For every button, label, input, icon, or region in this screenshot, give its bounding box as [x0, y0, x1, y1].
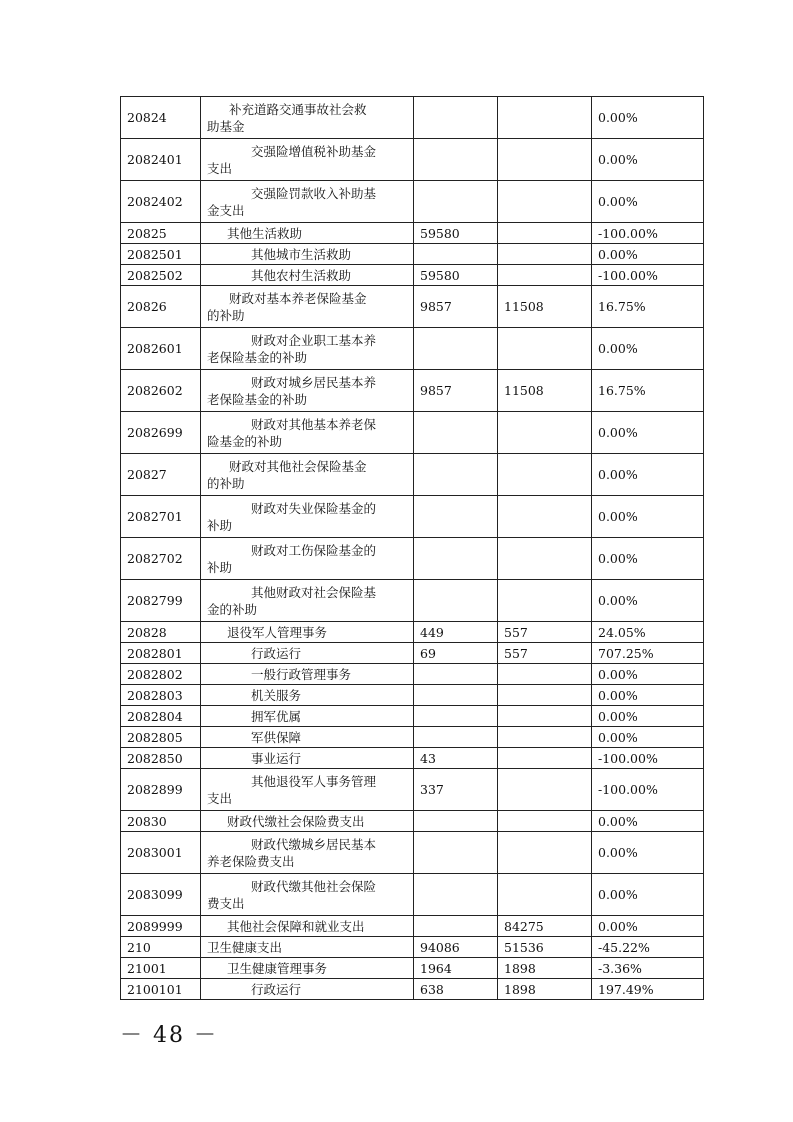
cell-amount-v2 [498, 706, 592, 727]
cell-amount-v1: 9857 [414, 370, 498, 412]
cell-amount-v1 [414, 685, 498, 706]
cell-code: 2100101 [121, 979, 201, 1000]
table-row [121, 811, 704, 832]
cell-name-line: 金支出 [207, 202, 245, 218]
cell-name-line: 补助 [207, 517, 233, 533]
cell-name-line: 财政对城乡居民基本养 [251, 374, 377, 390]
table-row [121, 454, 704, 496]
cell-amount-v2 [498, 265, 592, 286]
table-row [121, 937, 704, 958]
cell-name [201, 454, 414, 496]
cell-percent-change: -3.36% [592, 958, 704, 979]
cell-amount-v1 [414, 538, 498, 580]
cell-name [201, 97, 414, 139]
cell-percent-change: 0.00% [592, 685, 704, 706]
cell-name: 机关服务 [201, 685, 414, 706]
budget-table-body [121, 97, 704, 1000]
cell-name [201, 496, 414, 538]
cell-code: 20830 [121, 811, 201, 832]
cell-percent-change: 16.75% [592, 286, 704, 328]
cell-code: 2082601 [121, 328, 201, 370]
cell-name-line: 财政对失业保险基金的 [251, 500, 377, 516]
cell-name: 行政运行 [201, 979, 414, 1000]
cell-amount-v1 [414, 832, 498, 874]
table-row [121, 727, 704, 748]
cell-amount-v2: 1898 [498, 979, 592, 1000]
cell-percent-change: -100.00% [592, 223, 704, 244]
cell-amount-v1: 59580 [414, 265, 498, 286]
cell-name-line: 交强险罚款收入补助基 [251, 185, 377, 201]
table-row [121, 244, 704, 265]
cell-percent-change: 0.00% [592, 244, 704, 265]
cell-amount-v2: 51536 [498, 937, 592, 958]
cell-amount-v1: 69 [414, 643, 498, 664]
cell-amount-v2 [498, 454, 592, 496]
cell-amount-v1 [414, 244, 498, 265]
cell-code: 2082701 [121, 496, 201, 538]
cell-amount-v2 [498, 811, 592, 832]
cell-name: 拥军优属 [201, 706, 414, 727]
cell-code: 2082501 [121, 244, 201, 265]
cell-amount-v1: 94086 [414, 937, 498, 958]
cell-name: 一般行政管理事务 [201, 664, 414, 685]
cell-name: 其他农村生活救助 [201, 265, 414, 286]
cell-name: 行政运行 [201, 643, 414, 664]
cell-name: 财政代缴社会保险费支出 [201, 811, 414, 832]
cell-amount-v1: 9857 [414, 286, 498, 328]
cell-name [201, 370, 414, 412]
budget-table [120, 96, 704, 1000]
cell-name-line: 老保险基金的补助 [207, 349, 308, 365]
cell-name [201, 874, 414, 916]
cell-amount-v1 [414, 139, 498, 181]
cell-name-line: 财政代缴城乡居民基本 [251, 836, 377, 852]
cell-name [201, 181, 414, 223]
cell-code: 20826 [121, 286, 201, 328]
cell-amount-v2 [498, 496, 592, 538]
cell-amount-v1: 1964 [414, 958, 498, 979]
cell-percent-change: 0.00% [592, 832, 704, 874]
cell-name [201, 769, 414, 811]
cell-name-line: 其他财政对社会保险基 [251, 584, 377, 600]
cell-name-line: 其他退役军人事务管理 [251, 773, 377, 789]
cell-amount-v2 [498, 328, 592, 370]
cell-amount-v2: 11508 [498, 370, 592, 412]
cell-name-line: 险基金的补助 [207, 433, 283, 449]
cell-amount-v1: 337 [414, 769, 498, 811]
cell-name [201, 412, 414, 454]
cell-percent-change: 0.00% [592, 874, 704, 916]
cell-amount-v2 [498, 538, 592, 580]
cell-amount-v2 [498, 244, 592, 265]
cell-amount-v1: 43 [414, 748, 498, 769]
cell-amount-v2: 1898 [498, 958, 592, 979]
table-row [121, 97, 704, 139]
cell-name-line: 财政对工伤保险基金的 [251, 542, 377, 558]
cell-amount-v1: 59580 [414, 223, 498, 244]
cell-name: 卫生健康管理事务 [201, 958, 414, 979]
cell-amount-v1 [414, 874, 498, 916]
cell-code: 2082401 [121, 139, 201, 181]
cell-percent-change: 0.00% [592, 412, 704, 454]
cell-code: 2082803 [121, 685, 201, 706]
cell-code: 2089999 [121, 916, 201, 937]
cell-amount-v1 [414, 328, 498, 370]
table-row [121, 223, 704, 244]
cell-name: 事业运行 [201, 748, 414, 769]
cell-amount-v1 [414, 97, 498, 139]
table-row [121, 979, 704, 1000]
cell-code: 20825 [121, 223, 201, 244]
table-row [121, 643, 704, 664]
cell-percent-change: 0.00% [592, 328, 704, 370]
table-row [121, 706, 704, 727]
cell-amount-v1 [414, 916, 498, 937]
table-row [121, 412, 704, 454]
cell-name-line: 交强险增值税补助基金 [251, 143, 377, 159]
table-row [121, 685, 704, 706]
cell-name [201, 580, 414, 622]
cell-amount-v1 [414, 811, 498, 832]
cell-percent-change: 0.00% [592, 706, 704, 727]
cell-code: 20824 [121, 97, 201, 139]
cell-amount-v2 [498, 664, 592, 685]
cell-amount-v2 [498, 685, 592, 706]
table-row [121, 769, 704, 811]
cell-name-line: 财政对企业职工基本养 [251, 332, 377, 348]
cell-amount-v2 [498, 832, 592, 874]
cell-code: 2082502 [121, 265, 201, 286]
cell-percent-change: 197.49% [592, 979, 704, 1000]
cell-amount-v1 [414, 181, 498, 223]
cell-amount-v1: 449 [414, 622, 498, 643]
cell-code: 2082402 [121, 181, 201, 223]
cell-name-line: 助基金 [207, 118, 245, 134]
table-row [121, 622, 704, 643]
cell-percent-change: -45.22% [592, 937, 704, 958]
cell-amount-v1 [414, 727, 498, 748]
cell-name-line: 老保险基金的补助 [207, 391, 308, 407]
cell-code: 2082899 [121, 769, 201, 811]
cell-percent-change: 0.00% [592, 181, 704, 223]
cell-amount-v2: 557 [498, 622, 592, 643]
table-row [121, 496, 704, 538]
cell-amount-v1 [414, 706, 498, 727]
cell-name-line: 支出 [207, 160, 233, 176]
cell-amount-v2 [498, 97, 592, 139]
cell-name-line: 财政对其他社会保险基金 [229, 458, 367, 474]
cell-name [201, 538, 414, 580]
cell-code: 2082699 [121, 412, 201, 454]
cell-amount-v2: 84275 [498, 916, 592, 937]
cell-code: 210 [121, 937, 201, 958]
cell-code: 2082702 [121, 538, 201, 580]
cell-amount-v1 [414, 496, 498, 538]
table-row [121, 874, 704, 916]
cell-percent-change: 24.05% [592, 622, 704, 643]
cell-name-line: 支出 [207, 790, 233, 806]
cell-name [201, 832, 414, 874]
cell-percent-change: 0.00% [592, 916, 704, 937]
cell-percent-change: 0.00% [592, 97, 704, 139]
cell-percent-change: -100.00% [592, 748, 704, 769]
cell-name-line: 的补助 [207, 307, 245, 323]
cell-name [201, 328, 414, 370]
cell-amount-v1 [414, 412, 498, 454]
table-row [121, 580, 704, 622]
cell-name: 退役军人管理事务 [201, 622, 414, 643]
cell-amount-v2 [498, 412, 592, 454]
cell-amount-v1 [414, 580, 498, 622]
cell-code: 2083099 [121, 874, 201, 916]
cell-name-line: 的补助 [207, 475, 245, 491]
cell-percent-change: 0.00% [592, 496, 704, 538]
cell-percent-change: 0.00% [592, 139, 704, 181]
cell-name: 军供保障 [201, 727, 414, 748]
cell-percent-change: 0.00% [592, 811, 704, 832]
cell-amount-v2 [498, 769, 592, 811]
cell-amount-v2 [498, 223, 592, 244]
cell-name-line: 养老保险费支出 [207, 853, 295, 869]
cell-amount-v2 [498, 139, 592, 181]
page-number: － 48 － [120, 1023, 218, 1048]
cell-amount-v2 [498, 727, 592, 748]
cell-name-line: 财政对基本养老保险基金 [229, 290, 367, 306]
cell-name [201, 286, 414, 328]
cell-code: 2082804 [121, 706, 201, 727]
cell-percent-change: 0.00% [592, 727, 704, 748]
cell-code: 2082602 [121, 370, 201, 412]
cell-percent-change: 0.00% [592, 580, 704, 622]
cell-name-line: 补助 [207, 559, 233, 575]
cell-code: 2082802 [121, 664, 201, 685]
table-row [121, 139, 704, 181]
cell-percent-change: 0.00% [592, 454, 704, 496]
table-row [121, 265, 704, 286]
table-row [121, 328, 704, 370]
table-row [121, 664, 704, 685]
table-row [121, 181, 704, 223]
cell-amount-v2: 11508 [498, 286, 592, 328]
table-row [121, 286, 704, 328]
table-row [121, 370, 704, 412]
cell-amount-v2 [498, 181, 592, 223]
cell-code: 21001 [121, 958, 201, 979]
cell-code: 2082805 [121, 727, 201, 748]
cell-name-line: 财政代缴其他社会保险 [251, 878, 377, 894]
cell-name-line: 费支出 [207, 895, 245, 911]
cell-percent-change: -100.00% [592, 265, 704, 286]
table-row [121, 748, 704, 769]
cell-code: 2083001 [121, 832, 201, 874]
cell-name [201, 139, 414, 181]
cell-name: 其他城市生活救助 [201, 244, 414, 265]
cell-amount-v2 [498, 748, 592, 769]
table-row [121, 958, 704, 979]
cell-name-line: 金的补助 [207, 601, 258, 617]
cell-amount-v2: 557 [498, 643, 592, 664]
cell-amount-v2 [498, 580, 592, 622]
cell-code: 2082799 [121, 580, 201, 622]
cell-name-line: 财政对其他基本养老保 [251, 416, 377, 432]
cell-amount-v2 [498, 874, 592, 916]
table-row [121, 832, 704, 874]
cell-amount-v1 [414, 664, 498, 685]
cell-percent-change: 16.75% [592, 370, 704, 412]
cell-name: 其他社会保障和就业支出 [201, 916, 414, 937]
cell-code: 20828 [121, 622, 201, 643]
cell-percent-change: 0.00% [592, 538, 704, 580]
cell-code: 2082801 [121, 643, 201, 664]
cell-code: 2082850 [121, 748, 201, 769]
cell-percent-change: 707.25% [592, 643, 704, 664]
cell-amount-v1 [414, 454, 498, 496]
cell-name: 其他生活救助 [201, 223, 414, 244]
cell-code: 20827 [121, 454, 201, 496]
cell-name: 卫生健康支出 [201, 937, 414, 958]
cell-name-line: 补充道路交通事故社会救 [229, 101, 367, 117]
cell-percent-change: -100.00% [592, 769, 704, 811]
table-row [121, 538, 704, 580]
cell-amount-v1: 638 [414, 979, 498, 1000]
cell-percent-change: 0.00% [592, 664, 704, 685]
table-row [121, 916, 704, 937]
